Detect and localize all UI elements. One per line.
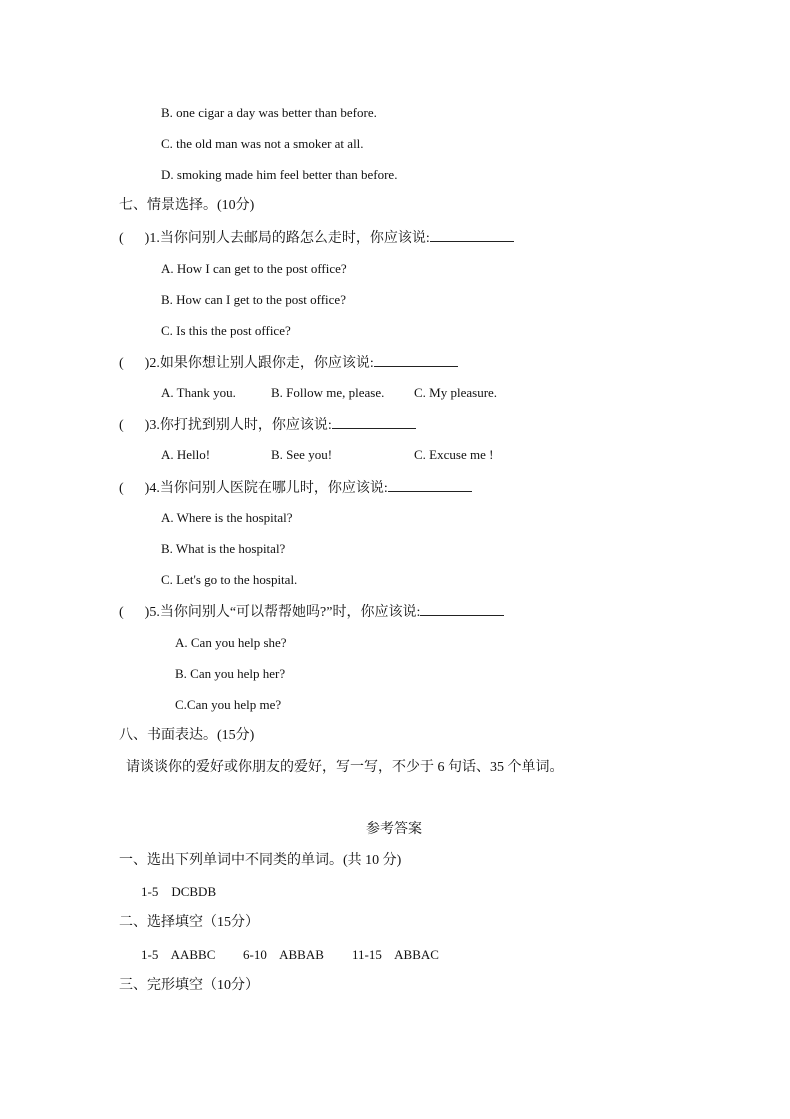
section7-q3 [119, 415, 416, 435]
answers-section3-title: 三、完形填空（10分） [119, 978, 259, 993]
answer-paren: ( ) [119, 418, 150, 433]
q2-option-c: C. My pleasure. [414, 385, 498, 400]
q4-option-c: C. Let's go to the hospital. [161, 572, 298, 587]
answers-section2-title: 二、选择填空（15分） [119, 915, 259, 930]
answers-section1-title: 一、选出下列单词中不同类的单词。(共 10 分) [119, 853, 402, 868]
q6-option-c: C. the old man was not a smoker at all. [161, 136, 364, 151]
q5-option-c: C.Can you help me? [175, 697, 282, 712]
section7-q2 [119, 353, 458, 373]
section7-q5 [119, 602, 504, 622]
question-stem: 2.如果你想让别人跟你走，你应该说: [149, 356, 374, 371]
q3-option-b: B. See you! [271, 447, 333, 462]
q2-option-a: A. Thank you. [161, 385, 236, 400]
answers-section2-group1: 1-5 AABBC [141, 947, 216, 962]
answer-paren: ( ) [119, 481, 150, 496]
answer-blank [332, 415, 416, 429]
section8-prompt: 请谈谈你的爱好或你朋友的爱好，写一写，不少于 6 句话、35 个单词。 [126, 760, 564, 775]
question-stem: 5.当你问别人“可以帮帮她吗?”时，你应该说: [149, 605, 421, 620]
answer-blank [388, 478, 472, 492]
section7-q4 [119, 478, 472, 498]
q1-option-a: A. How I can get to the post office? [161, 261, 347, 276]
q3-option-c: C. Excuse me ! [414, 447, 494, 462]
q6-option-b: B. one cigar a day was better than before. [161, 105, 377, 120]
q1-option-c: C. Is this the post office? [161, 323, 291, 338]
answer-blank [430, 228, 514, 242]
answer-paren: ( ) [119, 231, 150, 246]
answers-heading: 参考答案 [366, 822, 422, 837]
q6-option-d: D. smoking made him feel better than before. [161, 167, 398, 182]
q5-option-b: B. Can you help her? [175, 666, 286, 681]
q2-option-b: B. Follow me, please. [271, 385, 385, 400]
q4-option-a: A. Where is the hospital? [161, 510, 293, 525]
section8-title: 八、书面表达。(15分) [119, 728, 255, 743]
answer-blank [374, 353, 458, 367]
section7-title: 七、情景选择。(10分) [119, 198, 255, 213]
answer-paren: ( ) [119, 605, 150, 620]
answers-section2-group2: 6-10 ABBAB [243, 947, 324, 962]
q3-option-a: A. Hello! [161, 447, 211, 462]
question-stem: 4.当你问别人医院在哪儿时，你应该说: [149, 481, 388, 496]
question-stem: 3.你打扰到别人时，你应该说: [149, 418, 332, 433]
answer-paren: ( ) [119, 356, 150, 371]
q5-option-a: A. Can you help she? [175, 635, 287, 650]
answers-section2-group3: 11-15 ABBAC [352, 947, 439, 962]
q4-option-b: B. What is the hospital? [161, 541, 286, 556]
answers-section1-line: 1-5 DCBDB [141, 884, 217, 899]
section7-q1 [119, 228, 514, 248]
q1-option-b: B. How can I get to the post office? [161, 292, 346, 307]
answer-blank [420, 602, 504, 616]
question-stem: 1.当你问别人去邮局的路怎么走时，你应该说: [149, 231, 430, 246]
